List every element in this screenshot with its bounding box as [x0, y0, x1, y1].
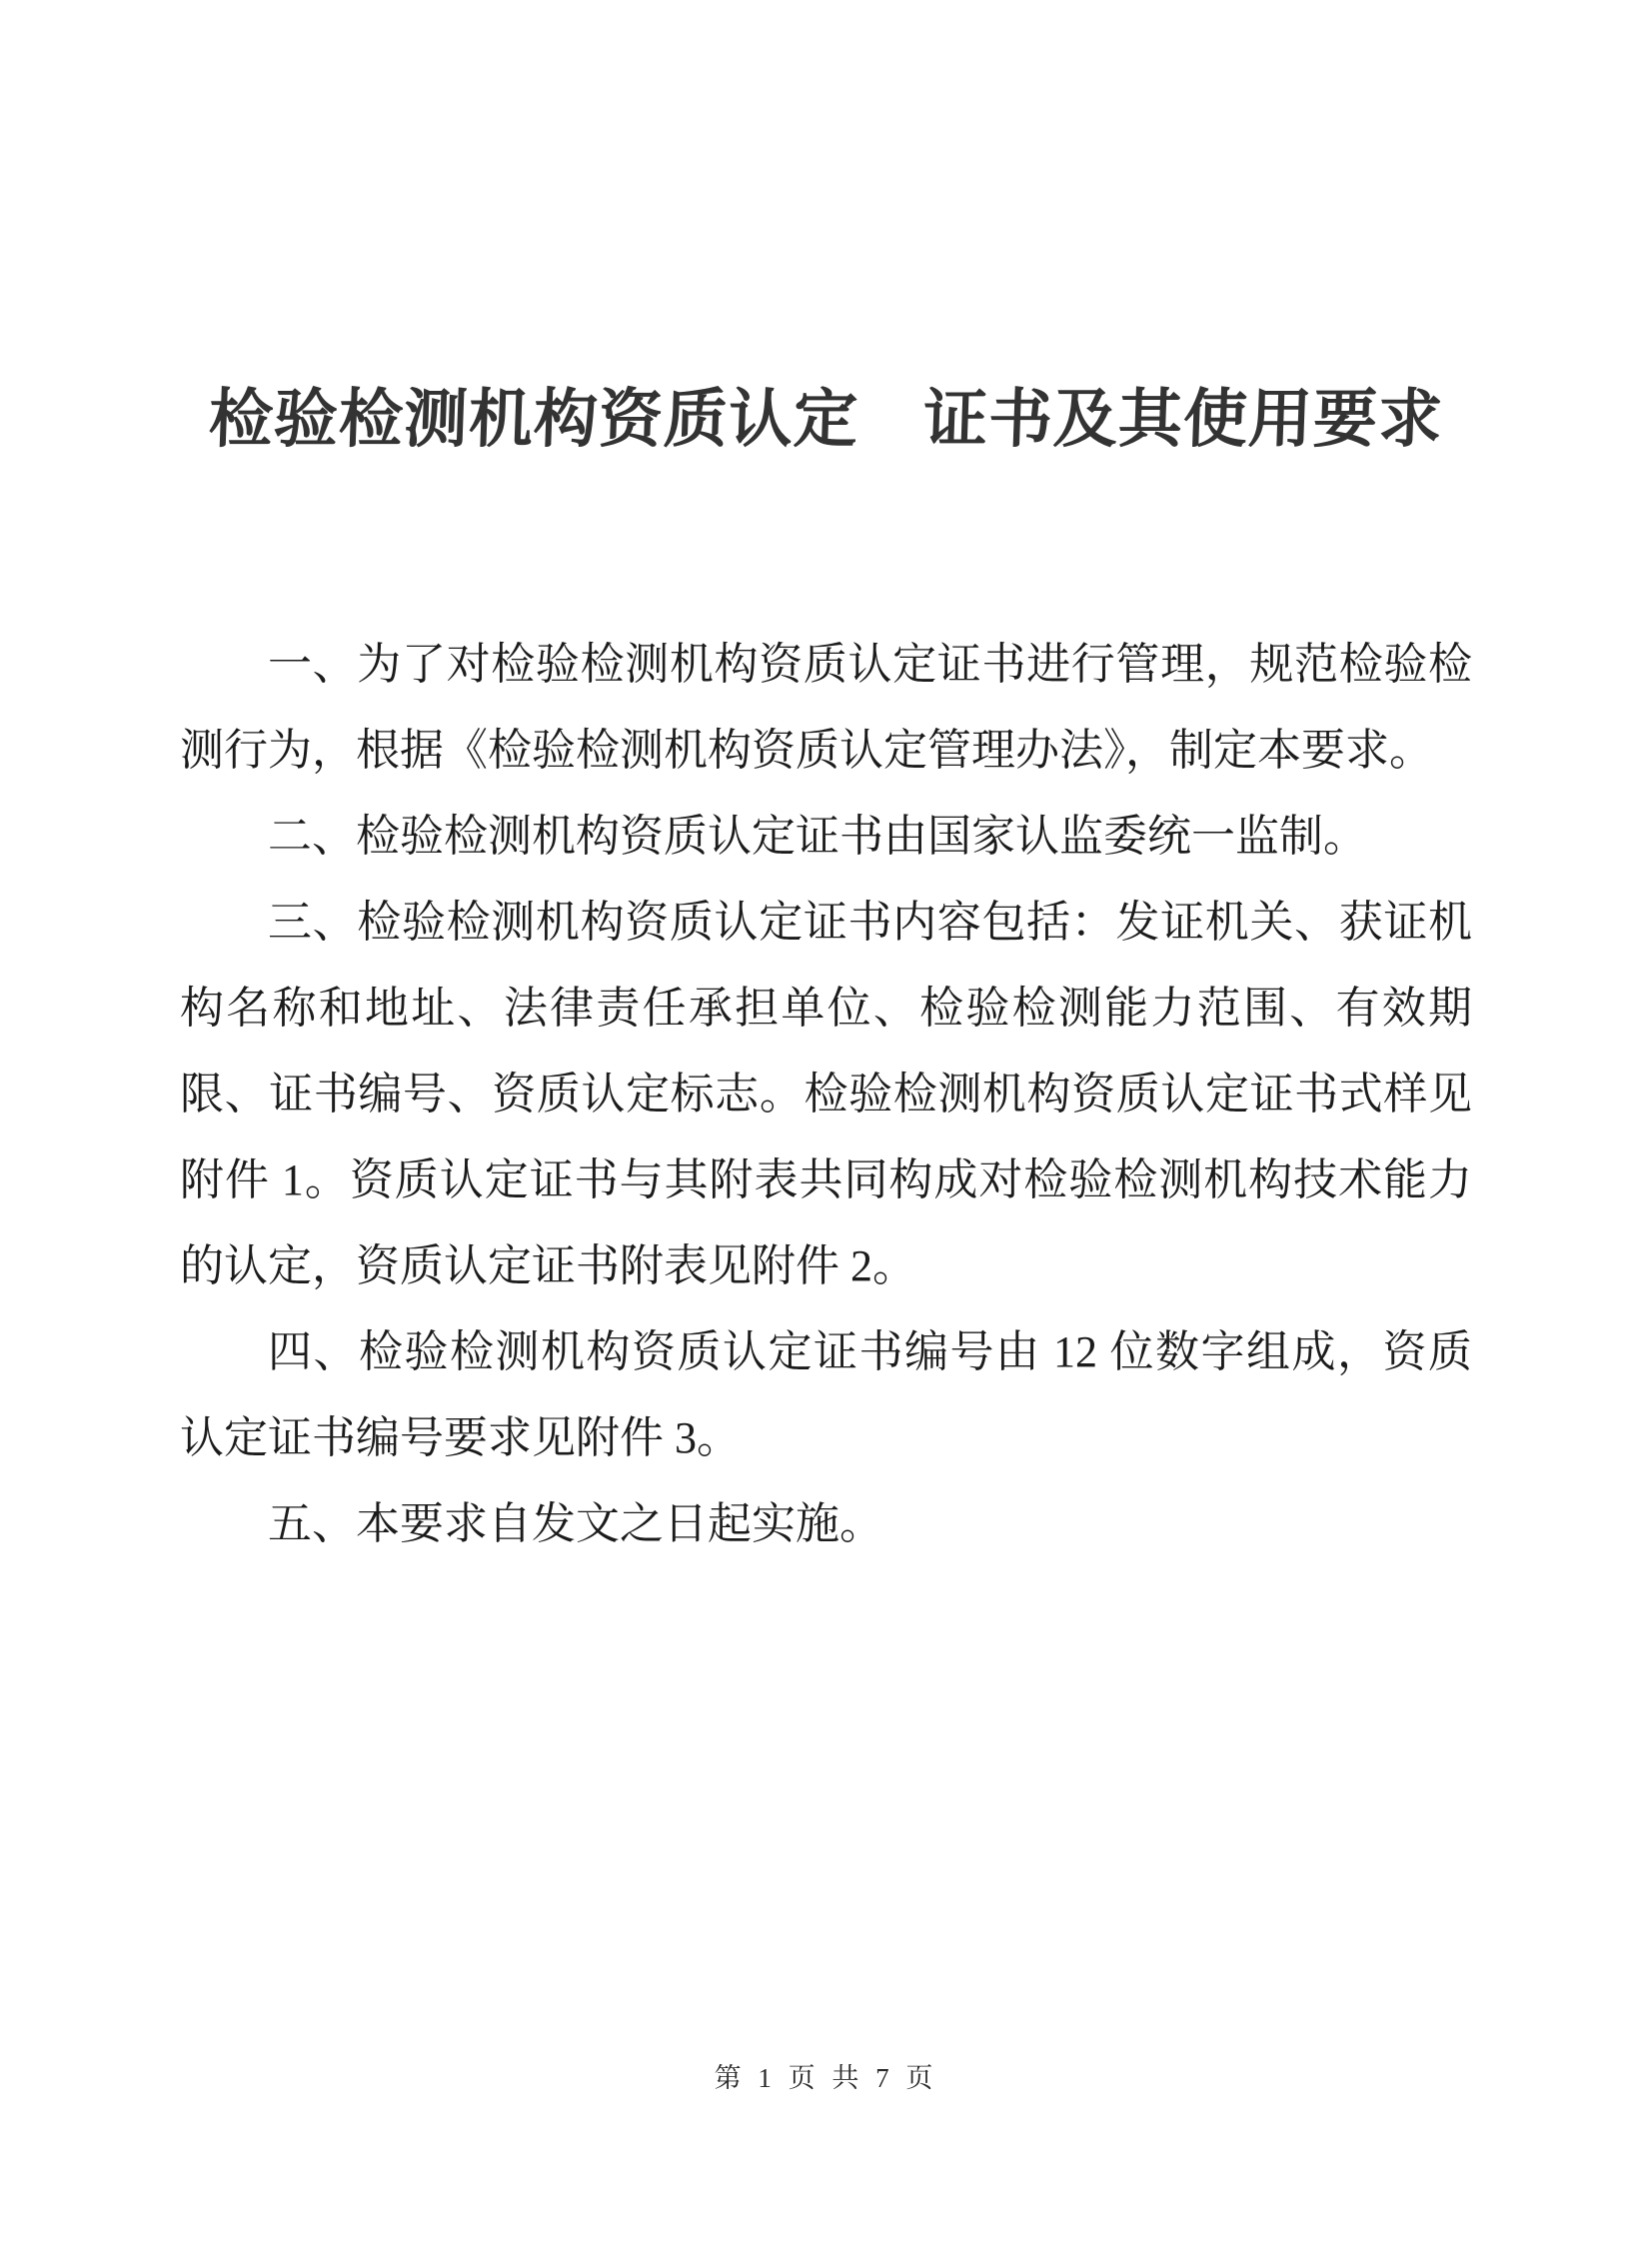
body-paragraph-5: 五、本要求自发文之日起实施。 [268, 1499, 883, 1548]
document-title: 检验检测机构资质认定 证书及其使用要求 [207, 382, 1445, 457]
body-paragraph-2: 二、检验检测机构资质认定证书由国家认监委统一监制。 [268, 812, 1367, 861]
body-paragraph-1: 一、为了对检验检测机构资质认定证书进行管理，规范检验检测行为，根据《检验检测机构资质认定管理办法》，制定本要求。 [180, 640, 1472, 775]
page-number-label: 第 1 页 共 7 页 [714, 2063, 938, 2093]
page-footer [0, 2061, 1652, 2095]
document-body [180, 622, 1472, 1567]
body-paragraph-4: 四、检验检测机构资质认定证书编号由 12 位数字组成，资质认定证书编号要求见附件 3。 [180, 1327, 1472, 1462]
body-paragraph-3: 三、检验检测机构资质认定证书内容包括：发证机关、获证机构名称和地址、法律责任承担单位、检验检测能力范围、有效期限、证书编号、资质认定标志。检验检测机构资质认定证书式样见附件 1。资质认定证书与其附表共同构成对检验检测机构技术能力的认定，资质认定证书附表见附件 2。 [180, 898, 1472, 1290]
